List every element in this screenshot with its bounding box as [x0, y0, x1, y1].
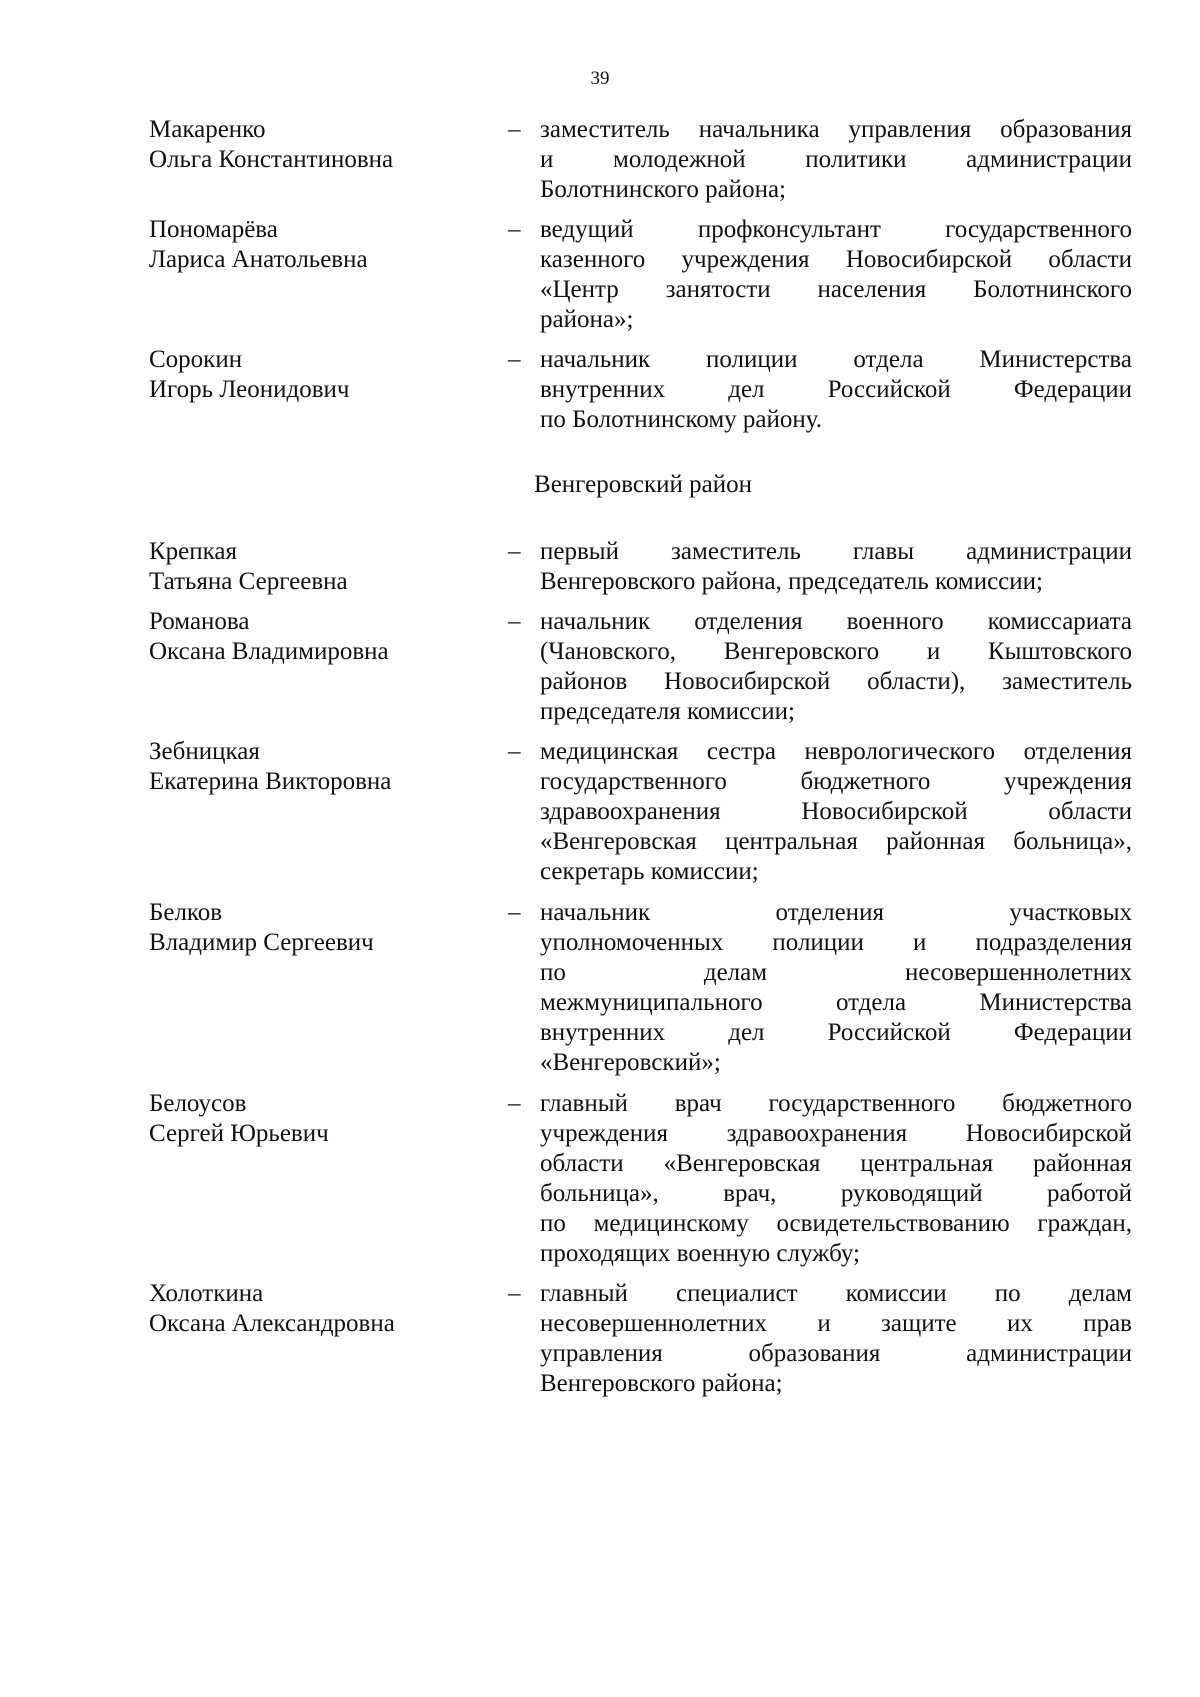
position-line: Венгеровского района; [540, 1370, 783, 1397]
member-position [540, 737, 1132, 887]
member-position [540, 1279, 1132, 1399]
member-given-names: Екатерина Викторовна [149, 768, 392, 795]
position-line: медицинская сестра неврологического отделения [540, 738, 1132, 765]
position-line: уполномоченных полиции и подразделения [540, 929, 1132, 956]
position-line: межмуниципального отдела Министерства [540, 989, 1132, 1016]
dash-separator: – [508, 1090, 521, 1117]
member-given-names: Сергей Юрьевич [149, 1120, 329, 1147]
member-given-names: Татьяна Сергеевна [149, 568, 348, 595]
member-position [540, 898, 1132, 1078]
member-surname: Макаренко [149, 116, 266, 143]
dash-separator: – [508, 116, 521, 143]
member-name [149, 737, 479, 797]
member-position [540, 537, 1132, 597]
member-name [149, 607, 479, 667]
member-name [149, 115, 479, 175]
member-name [149, 215, 479, 275]
position-line: заместитель начальника управления образования [540, 116, 1132, 143]
position-line: председателя комиссии; [540, 698, 795, 725]
position-line: главный врач государственного бюджетного [540, 1090, 1132, 1117]
position-line: больница», врач, руководящий работой [540, 1180, 1132, 1207]
member-name [149, 537, 479, 597]
member-surname: Сорокин [149, 346, 243, 373]
member-surname: Белоусов [149, 1090, 247, 1117]
member-given-names: Оксана Александровна [149, 1310, 395, 1337]
dash-separator: – [508, 1280, 521, 1307]
position-line: ведущий профконсультант государственного [540, 216, 1132, 243]
position-line: секретарь комиссии; [540, 858, 759, 885]
position-line: «Центр занятости населения Болотнинского [540, 276, 1132, 303]
position-line: внутренних дел Российской Федерации [540, 1019, 1132, 1046]
position-line: Болотнинского района; [540, 176, 786, 203]
member-name [149, 1279, 479, 1339]
member-given-names: Ольга Константиновна [149, 146, 394, 173]
dash-separator: – [508, 738, 521, 765]
member-given-names: Игорь Леонидович [149, 376, 350, 403]
position-line: района»; [540, 306, 634, 333]
member-surname: Холоткина [149, 1280, 264, 1307]
position-line: начальник отделения участковых [540, 899, 1132, 926]
dash-separator: – [508, 538, 521, 565]
position-line: начальник отделения военного комиссариата [540, 608, 1132, 635]
page-number: 39 [590, 68, 610, 89]
position-line: несовершеннолетних и защите их прав [540, 1310, 1132, 1337]
position-line: казенного учреждения Новосибирской области [540, 246, 1132, 273]
position-line: Венгеровского района, председатель комиссии; [540, 568, 1043, 595]
position-line: начальник полиции отдела Министерства [540, 346, 1132, 373]
member-name [149, 1089, 479, 1149]
position-line: здравоохранения Новосибирской области [540, 798, 1132, 825]
position-line: области «Венгеровская центральная районная [540, 1150, 1132, 1177]
position-line: и молодежной политики администрации [540, 146, 1132, 173]
position-line: главный специалист комиссии по делам [540, 1280, 1132, 1307]
member-surname: Романова [149, 608, 250, 635]
member-surname: Зебницкая [149, 738, 260, 765]
dash-separator: – [508, 608, 521, 635]
member-position [540, 345, 1132, 435]
position-line: учреждения здравоохранения Новосибирской [540, 1120, 1132, 1147]
dash-separator: – [508, 216, 521, 243]
member-position [540, 215, 1132, 335]
member-surname: Белков [149, 899, 223, 926]
member-position [540, 1089, 1132, 1269]
member-position [540, 115, 1132, 205]
position-line: первый заместитель главы администрации [540, 538, 1132, 565]
member-position [540, 607, 1132, 727]
position-line: по делам несовершеннолетних [540, 959, 1132, 986]
position-line: «Венгеровская центральная районная больница», [540, 828, 1132, 855]
position-line: по Болотнинскому району. [540, 406, 823, 433]
dash-separator: – [508, 899, 521, 926]
member-given-names: Оксана Владимировна [149, 638, 389, 665]
dash-separator: – [508, 346, 521, 373]
position-line: государственного бюджетного учреждения [540, 768, 1132, 795]
position-line: проходящих военную службу; [540, 1240, 860, 1267]
member-surname: Пономарёва [149, 216, 278, 243]
member-given-names: Лариса Анатольевна [149, 246, 368, 273]
member-given-names: Владимир Сергеевич [149, 929, 374, 956]
position-line: по медицинскому освидетельствованию граждан, [540, 1210, 1132, 1237]
member-name [149, 345, 479, 405]
position-line: внутренних дел Российской Федерации [540, 376, 1132, 403]
position-line: районов Новосибирской области), заместитель [540, 668, 1132, 695]
position-line: (Чановского, Венгеровского и Кыштовского [540, 638, 1132, 665]
position-line: управления образования администрации [540, 1340, 1132, 1367]
member-surname: Крепкая [149, 538, 238, 565]
section-heading: Венгеровский район [534, 471, 752, 498]
position-line: «Венгеровский»; [540, 1049, 721, 1076]
member-name [149, 898, 479, 958]
